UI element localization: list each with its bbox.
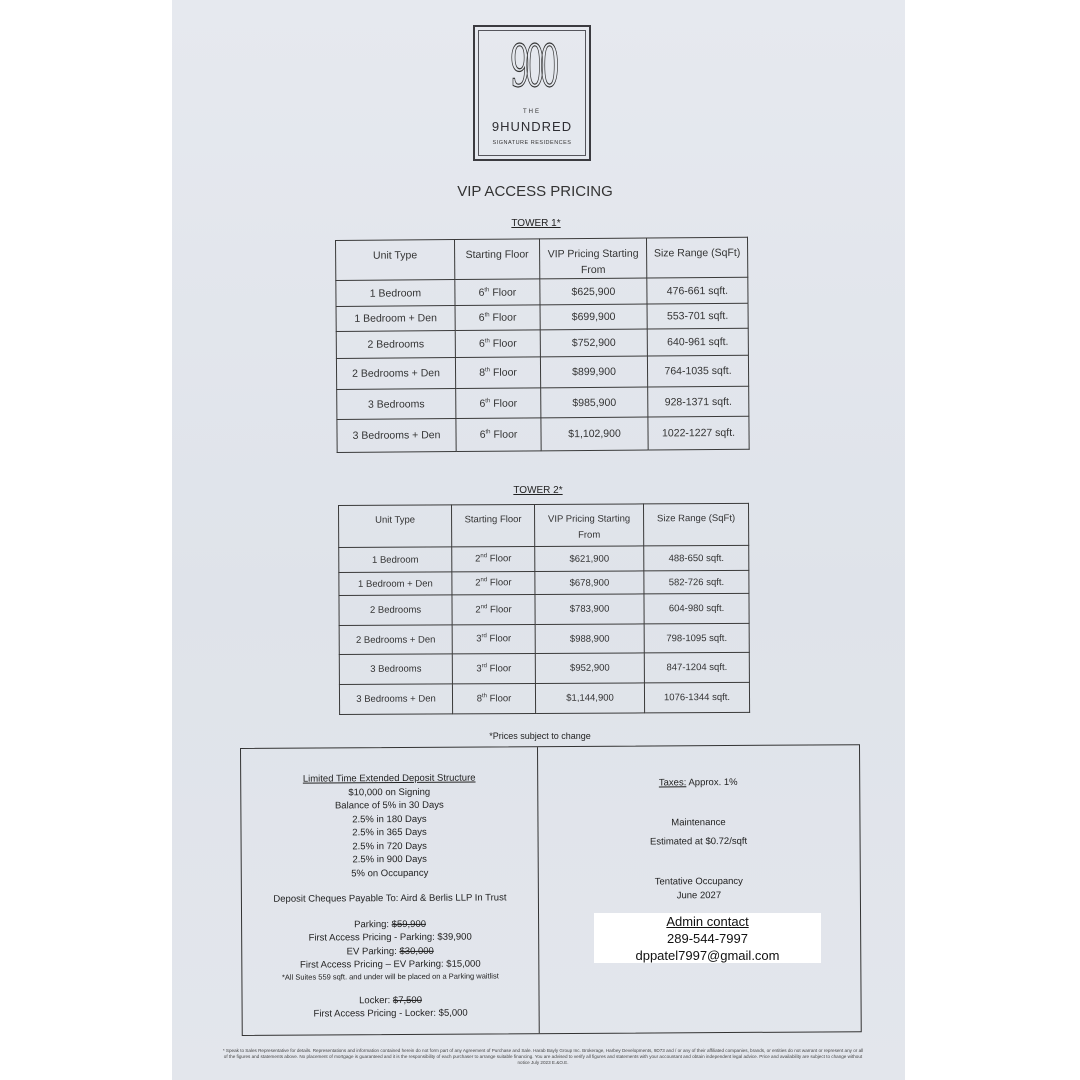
floor-suffix: rd bbox=[481, 663, 488, 670]
price-cell: $699,900 bbox=[540, 304, 647, 330]
tower-1-table bbox=[335, 237, 750, 453]
price-cell: $621,900 bbox=[535, 546, 644, 572]
floor-number: 8 bbox=[479, 366, 486, 379]
floor-suffix: th bbox=[484, 367, 491, 374]
column-header: Size Range (SqFt) bbox=[646, 237, 747, 278]
occupancy-value: June 2027 bbox=[676, 890, 722, 902]
size-range-cell: 488-650 sqft. bbox=[644, 545, 749, 571]
floor-word: Floor bbox=[489, 577, 512, 589]
table-row bbox=[336, 355, 748, 389]
table-row bbox=[336, 277, 748, 306]
unit-type-cell: 2 Bedrooms + Den bbox=[339, 625, 452, 655]
size-range-cell: 1076-1344 sqft. bbox=[644, 682, 749, 713]
starting-floor-cell bbox=[455, 305, 540, 331]
brand-logo bbox=[473, 25, 591, 161]
floor-word: Floor bbox=[489, 553, 512, 565]
floor-word: Floor bbox=[492, 337, 517, 350]
floor-suffix: nd bbox=[480, 604, 488, 611]
price-cell: $985,900 bbox=[541, 387, 648, 418]
floor-word: Floor bbox=[492, 366, 517, 379]
ev-parking-label: EV Parking: bbox=[346, 945, 397, 957]
floor-number: 2 bbox=[475, 553, 481, 565]
unit-type-cell: 3 Bedrooms bbox=[337, 389, 456, 420]
floor-number: 6 bbox=[479, 397, 486, 410]
floor-number: 6 bbox=[478, 286, 485, 299]
floor-suffix: th bbox=[484, 338, 490, 345]
unit-type-cell: 2 Bedrooms + Den bbox=[336, 358, 455, 390]
deposit-line: 2.5% in 720 Days bbox=[352, 840, 427, 852]
floor-suffix: nd bbox=[480, 577, 488, 584]
parking-first-access: First Access Pricing - Parking: $39,900 bbox=[308, 931, 472, 944]
price-cell: $783,900 bbox=[535, 594, 644, 625]
tower-2-table bbox=[338, 503, 750, 715]
table-row bbox=[339, 570, 749, 595]
unit-type-cell: 2 Bedrooms bbox=[336, 331, 455, 359]
tower-1-label: TOWER 1* bbox=[511, 218, 561, 229]
locker-old-price: $7,500 bbox=[392, 994, 422, 1006]
floor-suffix: th bbox=[481, 693, 488, 700]
terms-box bbox=[240, 744, 862, 1036]
price-cell: $1,102,900 bbox=[541, 417, 648, 451]
admin-contact-card bbox=[594, 913, 821, 963]
locker-label: Locker: bbox=[359, 994, 391, 1006]
unit-type-cell: 1 Bedroom + Den bbox=[336, 306, 455, 332]
floor-suffix: nd bbox=[480, 553, 488, 560]
unit-type-cell: 1 Bedroom bbox=[336, 280, 455, 307]
floor-suffix: th bbox=[484, 286, 490, 293]
locker-first-access: First Access Pricing - Locker: $5,000 bbox=[313, 1007, 468, 1020]
admin-phone[interactable]: 289-544-7997 bbox=[667, 931, 748, 946]
price-cell: $988,900 bbox=[535, 624, 644, 654]
column-header: VIP Pricing Starting From bbox=[534, 504, 643, 547]
occupancy-label: Tentative Occupancy bbox=[654, 875, 743, 888]
floor-word: Floor bbox=[492, 286, 517, 299]
floor-number: 8 bbox=[476, 693, 483, 705]
ev-parking-first-access: First Access Pricing – EV Parking: $15,000 bbox=[299, 958, 481, 971]
size-range-cell: 764-1035 sqft. bbox=[647, 355, 748, 387]
size-range-cell: 604-980 sqft. bbox=[644, 593, 749, 624]
column-header: Starting Floor bbox=[452, 504, 535, 546]
size-range-cell: 476-661 sqft. bbox=[647, 277, 748, 304]
deposit-line: 2.5% in 365 Days bbox=[352, 826, 427, 839]
starting-floor-cell bbox=[452, 624, 535, 653]
size-range-cell: 553-701 sqft. bbox=[647, 303, 748, 329]
legal-disclaimer: * Speak to Sales Representative for details. Representations and information contained herein do not form part of any Agreement of Purchase and Sale. Harab Bayly Group Inc. Brokerage, Harbey Developments, 9D73 and / or any of their affiliated companies, brands, or entities do not warrant or represent any or all of the figures and statements above. No placement of mortgage is guaranteed and it is the responsibility of each purchaser to arrange suitable financing. You are advised to verify all figures and statements with your accountant and obtain independent legal advice. Price and availability are subject to change without notice July 2023 E.&O.E. bbox=[222, 1048, 864, 1065]
starting-floor-cell bbox=[456, 388, 541, 419]
page-title: VIP ACCESS PRICING bbox=[457, 183, 613, 200]
column-header: Unit Type bbox=[339, 505, 452, 548]
parking-label: Parking: bbox=[354, 918, 390, 930]
column-header: Unit Type bbox=[336, 240, 455, 281]
column-header: Starting Floor bbox=[455, 239, 540, 280]
floor-suffix: th bbox=[485, 397, 491, 404]
admin-email[interactable]: dppatel7997@gmail.com bbox=[635, 948, 780, 963]
floor-suffix: th bbox=[485, 429, 491, 436]
deposit-line: 5% on Occupancy bbox=[351, 867, 429, 879]
ev-parking-old-price: $30,000 bbox=[399, 945, 434, 957]
floor-suffix: rd bbox=[481, 633, 487, 640]
table-row bbox=[339, 545, 749, 572]
floor-number: 6 bbox=[478, 311, 485, 324]
price-cell: $678,900 bbox=[535, 571, 644, 595]
floor-suffix: th bbox=[484, 312, 490, 319]
starting-floor-cell bbox=[455, 357, 540, 389]
table-row bbox=[337, 416, 749, 452]
floor-number: 3 bbox=[476, 633, 482, 645]
size-range-cell: 928-1371 sqft. bbox=[648, 386, 749, 417]
column-header: VIP Pricing Starting From bbox=[539, 238, 646, 279]
admin-contact-title: Admin contact bbox=[666, 914, 749, 929]
unit-type-cell: 3 Bedrooms bbox=[339, 654, 452, 685]
floor-word: Floor bbox=[490, 604, 512, 616]
logo-name: 9HUNDRED bbox=[491, 119, 573, 134]
deposit-title: Limited Time Extended Deposit Structure bbox=[302, 772, 476, 785]
deposit-line: $10,000 on Signing bbox=[348, 786, 431, 798]
starting-floor-cell bbox=[452, 683, 535, 713]
floor-number: 6 bbox=[479, 428, 486, 441]
table-row bbox=[339, 623, 749, 654]
table-row bbox=[339, 652, 749, 684]
unit-type-cell: 1 Bedroom + Den bbox=[339, 572, 452, 596]
column-header: Size Range (SqFt) bbox=[643, 503, 748, 546]
price-cell: $1,144,900 bbox=[535, 683, 644, 714]
deposit-line: Balance of 5% in 30 Days bbox=[334, 799, 444, 812]
size-range-cell: 582-726 sqft. bbox=[644, 570, 749, 594]
floor-number: 2 bbox=[475, 604, 481, 616]
prices-subject-note: *Prices subject to change bbox=[489, 731, 591, 741]
unit-type-cell: 2 Bedrooms bbox=[339, 595, 452, 626]
logo-subtitle: SIGNATURE RESIDENCES bbox=[492, 140, 572, 146]
floor-word: Floor bbox=[492, 311, 517, 324]
table-row bbox=[336, 328, 748, 358]
size-range-cell: 798-1095 sqft. bbox=[644, 623, 749, 653]
price-cell: $625,900 bbox=[540, 278, 647, 305]
floor-word: Floor bbox=[493, 397, 518, 410]
logo-the: THE bbox=[523, 109, 541, 115]
taxes-value: Approx. 1% bbox=[688, 776, 738, 789]
floor-word: Floor bbox=[489, 693, 512, 705]
unit-type-cell: 3 Bedrooms + Den bbox=[339, 684, 452, 715]
floor-number: 2 bbox=[475, 577, 481, 589]
starting-floor-cell bbox=[455, 330, 540, 358]
taxes-label: Taxes: bbox=[658, 777, 687, 789]
tower-2-label: TOWER 2* bbox=[513, 485, 563, 496]
starting-floor-cell bbox=[452, 546, 535, 571]
starting-floor-cell bbox=[455, 279, 540, 306]
floor-number: 6 bbox=[478, 337, 485, 350]
size-range-cell: 847-1204 sqft. bbox=[644, 652, 749, 683]
price-cell: $952,900 bbox=[535, 653, 644, 684]
unit-type-cell: 3 Bedrooms + Den bbox=[337, 419, 456, 453]
starting-floor-cell bbox=[456, 418, 541, 452]
taxes-info bbox=[537, 776, 859, 789]
size-range-cell: 1022-1227 sqft. bbox=[648, 416, 749, 450]
price-cell: $899,900 bbox=[540, 356, 647, 388]
starting-floor-cell bbox=[452, 594, 535, 624]
floor-word: Floor bbox=[489, 633, 512, 645]
parking-old-price: $59,900 bbox=[391, 918, 427, 930]
table-row bbox=[336, 303, 748, 331]
table-row bbox=[339, 593, 749, 625]
size-range-cell: 640-961 sqft. bbox=[647, 328, 748, 356]
table-row bbox=[337, 386, 749, 419]
floor-word: Floor bbox=[489, 663, 512, 675]
deposit-line: 2.5% in 900 Days bbox=[352, 853, 427, 866]
maintenance-label: Maintenance bbox=[671, 817, 726, 829]
maintenance-value: Estimated at $0.72/sqft bbox=[649, 835, 748, 848]
suites-waitlist-note: *All Suites 559 sqft. and under will be placed on a Parking waitlist bbox=[281, 970, 499, 982]
deposit-cheques: Deposit Cheques Payable To: Aird & Berlis LLP In Trust bbox=[273, 892, 507, 905]
unit-type-cell: 1 Bedroom bbox=[339, 547, 452, 573]
logo-mark: 900 bbox=[509, 32, 555, 100]
price-cell: $752,900 bbox=[540, 329, 647, 357]
deposit-line: 2.5% in 180 Days bbox=[352, 813, 427, 825]
deposit-structure bbox=[241, 771, 539, 1021]
table-row bbox=[339, 682, 749, 714]
floor-number: 3 bbox=[476, 663, 482, 675]
starting-floor-cell bbox=[452, 653, 535, 683]
starting-floor-cell bbox=[452, 571, 535, 594]
floor-word: Floor bbox=[493, 428, 518, 441]
